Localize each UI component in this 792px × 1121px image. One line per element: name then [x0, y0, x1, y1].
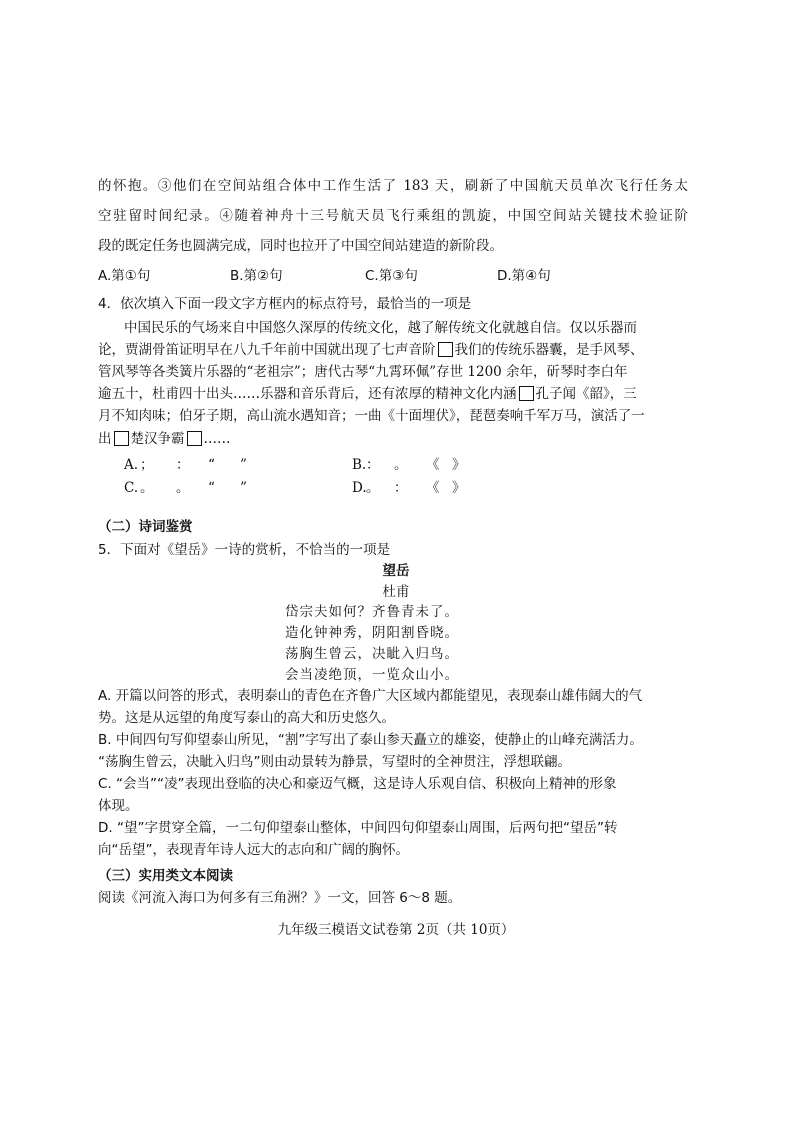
q3-option-b: B.第②句	[230, 268, 283, 284]
q5-option-d-line-1: D. “望”字贯穿全篇，一二句仰望泰山整体，中间四句仰望泰山周围，后两句把“望岳”转	[98, 820, 618, 836]
q4-paragraph-line-6	[98, 429, 231, 449]
q5-option-c-line-2: 体现。	[98, 798, 139, 814]
page-footer: 九年级三模语文试卷第 2页（共 10页）	[277, 922, 515, 938]
q4-p4-text-a: 逾五十，杜甫四十出头……乐器和音乐背后，还有浓厚的精神文化内涵	[98, 386, 517, 402]
q4-option-d-label: D.	[352, 480, 367, 496]
q5-option-a-line-2: 势。这是从远望的角度写泰山的高大和历史悠久。	[98, 710, 395, 726]
blank-box-2	[519, 386, 534, 401]
q4-option-c-mark-3: “	[208, 480, 215, 496]
q3-text-line-2: 空驻留时间纪录。④随着神舟十三号航天员飞行乘组的凯旋，中国空间站关键技术验证阶	[98, 208, 688, 224]
q4-option-b-mark-1: ：	[366, 457, 380, 473]
q4-option-d-mark-1: 。	[366, 480, 380, 496]
q3-text-line-1: 的怀抱。③他们在空间站组合体中工作生活了 183 天，刷新了中国航天员单次飞行任务太	[98, 178, 688, 194]
section-3-intro: 阅读《河流入海口为何多有三角洲？》一文，回答 6～8 题。	[98, 890, 462, 906]
section-2-heading: （二）诗词鉴赏	[98, 519, 193, 535]
q4-option-c-mark-1: 。	[140, 480, 154, 496]
q4-option-a-mark-1: ；	[140, 457, 154, 473]
q5-option-d-line-2: 向“岳望”，表现青年诗人远大的志向和广阔的胸怀。	[98, 842, 409, 858]
poem-line-2: 造化钟神秀，阴阳割昏晓。	[285, 625, 459, 641]
q4-option-a-mark-2: ：	[176, 457, 190, 473]
q5-option-b-line-1: B. 中间四句写仰望泰山所见，“割”字写出了泰山参天矗立的雄姿，使静止的山峰充满活力。	[98, 732, 643, 748]
blank-box-4	[187, 431, 202, 446]
q5-option-b-line-2: “荡胸生曾云，决眦入归鸟”则由动景转为静景，写望时的全神贯注，浮想联翩。	[98, 754, 571, 770]
q4-option-c-label: C.	[124, 480, 139, 496]
blank-box-3	[114, 431, 129, 446]
poem-line-3: 荡胸生曾云，决眦入归鸟。	[285, 646, 459, 662]
blank-box-1	[438, 342, 453, 357]
q5-option-c-line-1: C. “会当”“凌”表现出登临的决心和豪迈气概，这是诗人乐观自信、积极向上精神的形象	[98, 776, 617, 792]
q4-option-b-mark-4: 》	[452, 457, 466, 473]
q4-paragraph-line-2	[98, 340, 644, 360]
q4-p4-text-b: 孔子闻《韶》，三	[535, 386, 637, 402]
q4-stem: 4．依次填入下面一段文字方框内的标点符号，最恰当的一项是	[98, 296, 472, 312]
q4-p6-text-b: 楚汉争霸	[130, 431, 185, 447]
q4-option-d-mark-4: 》	[452, 480, 466, 496]
q4-option-d-mark-3: 《	[426, 480, 440, 496]
poem-title: 望岳	[382, 563, 410, 579]
q4-option-a-mark-4: ”	[240, 457, 247, 473]
poem-line-4: 会当凌绝顶，一览众山小。	[285, 667, 459, 683]
q4-option-a-mark-3: “	[208, 457, 215, 473]
q4-option-b-mark-2: 。	[394, 457, 408, 473]
q3-option-a: A.第①句	[98, 268, 151, 284]
poem-line-1: 岱宗夫如何？齐鲁青未了。	[285, 604, 459, 620]
q4-option-c-mark-2: 。	[176, 480, 190, 496]
poem-author: 杜甫	[382, 584, 410, 600]
q4-p6-text-c: ……	[203, 431, 231, 447]
q3-option-d: D.第④句	[497, 268, 551, 284]
section-3-heading: （三）实用类文本阅读	[98, 868, 233, 884]
q4-paragraph-line-5: 月不知肉味；伯牙子期，高山流水遇知音；一曲《十面埋伏》，琵琶奏响千军万马，演活了一	[98, 408, 645, 424]
q4-paragraph-line-4	[98, 384, 637, 404]
q5-option-a-line-1: A. 开篇以问答的形式，表明泰山的青色在齐鲁广大区域内都能望见，表现泰山雄伟阔大的气	[98, 688, 643, 704]
q4-option-d-mark-2: ：	[394, 480, 408, 496]
q4-option-a-label: A.	[124, 457, 139, 473]
q4-p6-text-a: 出	[98, 431, 112, 447]
q5-stem: 5．下面对《望岳》一诗的赏析，不恰当的一项是	[98, 542, 391, 558]
q4-option-c-mark-4: ”	[240, 480, 247, 496]
q4-paragraph-line-1: 中国民乐的气场来自中国悠久深厚的传统文化，越了解传统文化就越自信。仅以乐器而	[124, 320, 637, 336]
q4-option-b-mark-3: 《	[426, 457, 440, 473]
q3-text-line-3: 段的既定任务也圆满完成，同时也拉开了中国空间站建造的新阶段。	[98, 238, 503, 254]
q3-option-c: C.第③句	[365, 268, 418, 284]
q4-p2-text-b: 我们的传统乐器囊，是手风琴、	[454, 342, 644, 358]
q4-paragraph-line-3: 管风琴等各类簧片乐器的“老祖宗”；唐代古琴“九霄环佩”存世 1200 余年，斫琴时李白年	[98, 364, 628, 380]
q4-p2-text-a: 论，贾湖骨笛证明早在八九千年前中国就出现了七声音阶	[98, 342, 436, 358]
q4-option-b-label: B.	[352, 457, 367, 473]
